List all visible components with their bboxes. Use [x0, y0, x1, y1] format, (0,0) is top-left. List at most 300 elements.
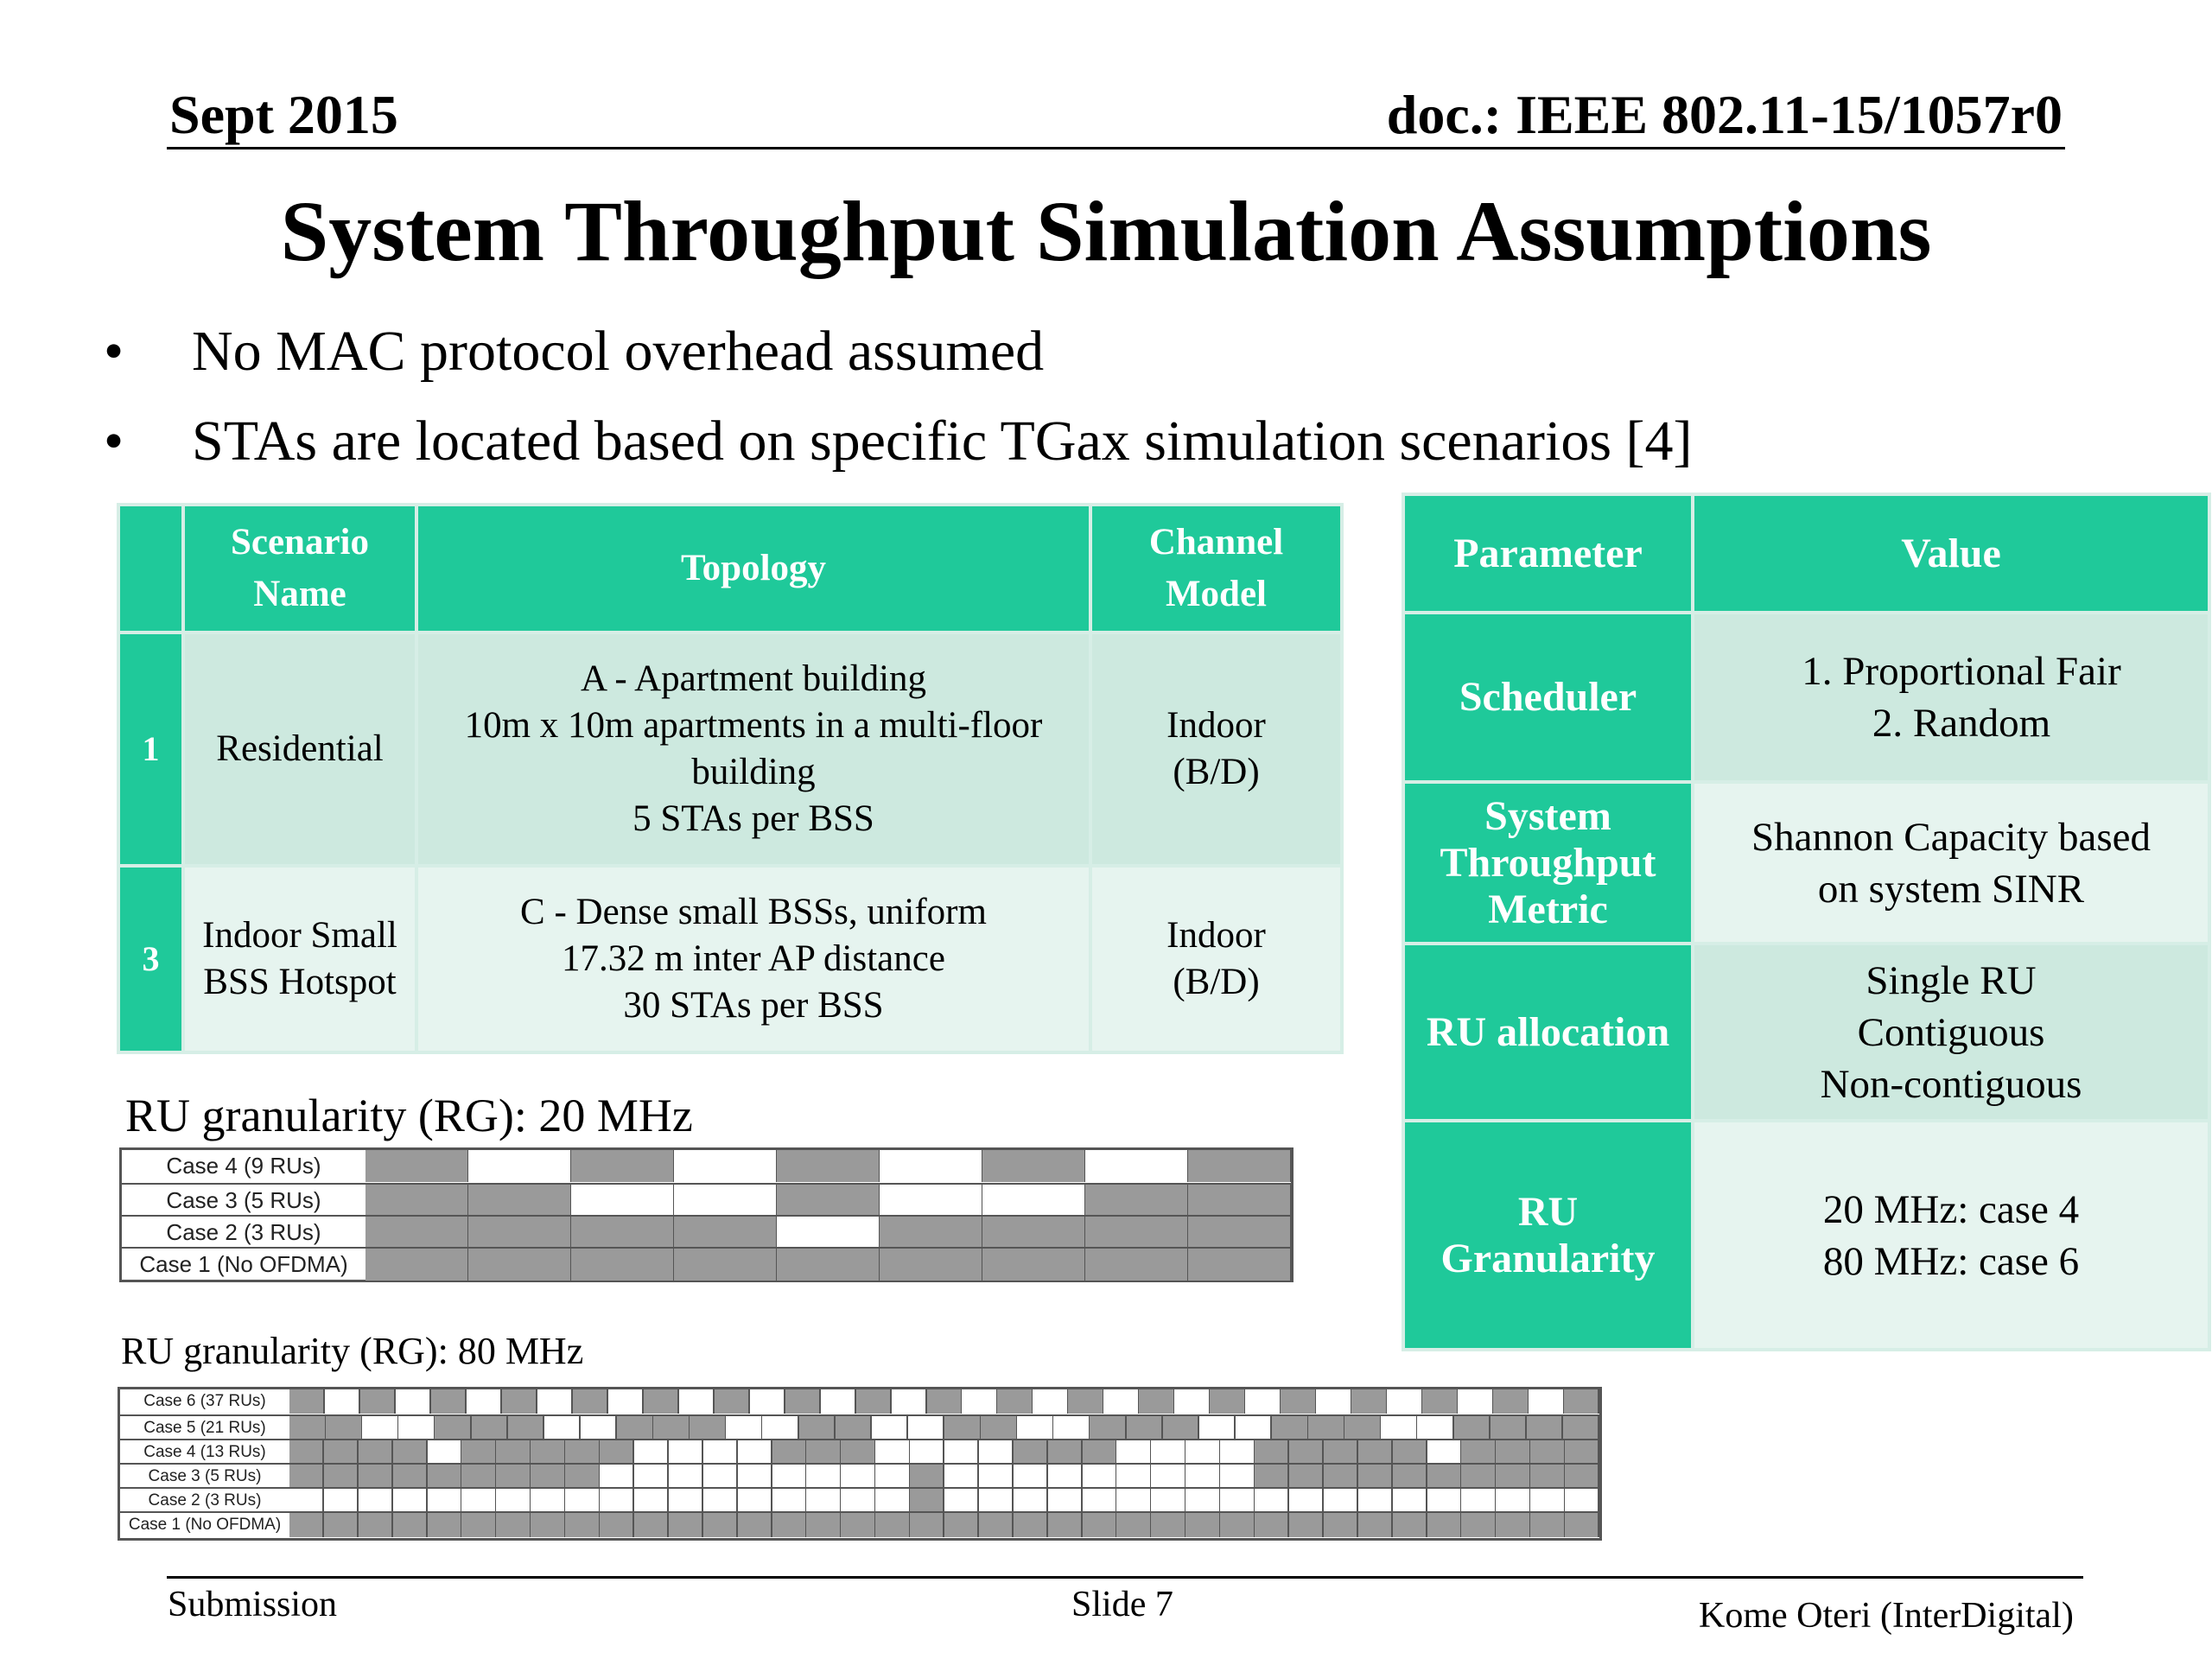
header-topology: Topology: [416, 505, 1090, 632]
ru-block: [982, 1249, 1086, 1281]
ru-block: [1255, 1489, 1289, 1513]
ru-block: [634, 1465, 669, 1489]
ru-block: [1116, 1489, 1151, 1513]
cell-text: building: [691, 751, 816, 792]
header-scenario-name: [183, 505, 416, 632]
cell-text: 1. Proportional Fair: [1802, 649, 2121, 694]
ru-case-label: Case 4 (13 RUs): [120, 1440, 291, 1465]
parameter-table: [1402, 493, 2211, 1351]
ru-block: [398, 1416, 435, 1440]
ru-block: [674, 1150, 778, 1182]
ru-block: [872, 1416, 909, 1440]
ru-block: [1163, 1416, 1200, 1440]
ru-block: [1496, 1489, 1530, 1513]
ru-block: [1289, 1489, 1324, 1513]
ru-block: [772, 1440, 807, 1465]
ru-block: [1289, 1465, 1324, 1489]
table-row: [1403, 1121, 2209, 1350]
ru-block: [785, 1389, 821, 1414]
table-row: [1403, 944, 2209, 1121]
ru-block: [1496, 1513, 1530, 1537]
ru-block: [581, 1416, 618, 1440]
ru-block: [944, 1416, 982, 1440]
cell-text: Indoor: [1166, 914, 1266, 956]
ru-block: [875, 1440, 910, 1465]
cell-text: (B/D): [1173, 961, 1260, 1002]
ru-block: [565, 1465, 600, 1489]
ru-block: [841, 1440, 875, 1465]
ru-block: [1564, 1389, 1599, 1414]
ru-block: [880, 1249, 983, 1281]
ru-block: [777, 1185, 880, 1217]
ru-block: [289, 1440, 324, 1465]
ru-block: [1496, 1440, 1530, 1465]
ru-block: [1529, 1389, 1564, 1414]
ru-block: [979, 1489, 1014, 1513]
ru-block: [1199, 1416, 1236, 1440]
ru-case-label: Case 3 (5 RUs): [122, 1185, 367, 1217]
ru-block: [821, 1389, 856, 1414]
ru-block: [1427, 1513, 1462, 1537]
ru-block: [1427, 1465, 1462, 1489]
bullet-text: No MAC protocol overhead assumed: [192, 320, 1045, 383]
ru-block: [644, 1389, 679, 1414]
ru-block: [679, 1389, 715, 1414]
ru-row: [120, 1511, 1599, 1537]
bullet-icon: •: [104, 320, 124, 383]
ru-block: [841, 1513, 875, 1537]
ru-block: [365, 1249, 469, 1281]
ru-block: [1085, 1185, 1189, 1217]
ru-block: [571, 1249, 675, 1281]
cell-text: 20 MHz: case 4: [1822, 1186, 2080, 1232]
ru-row: [120, 1439, 1599, 1465]
ru-block: [435, 1416, 472, 1440]
ru-block: [565, 1489, 600, 1513]
ru-case-label: Case 2 (3 RUs): [120, 1489, 291, 1513]
ru-block: [537, 1389, 573, 1414]
ru-block: [1281, 1389, 1316, 1414]
ru-block: [496, 1513, 531, 1537]
ru-case-label: Case 1 (No OFDMA): [122, 1249, 367, 1281]
ru-block: [1530, 1465, 1565, 1489]
cell-text: System: [1484, 792, 1611, 839]
scenario-table: [117, 503, 1344, 1054]
ru-block: [428, 1489, 462, 1513]
ru-block: [1174, 1389, 1210, 1414]
ru-block: [910, 1513, 944, 1537]
ru-block: [703, 1440, 738, 1465]
ru-block: [1033, 1389, 1068, 1414]
ru-block: [600, 1440, 634, 1465]
cell-text: Throughput: [1440, 839, 1656, 886]
ru-block: [962, 1389, 997, 1414]
ru-block: [1289, 1513, 1324, 1537]
ru-block: [1308, 1416, 1345, 1440]
ru-block: [1188, 1249, 1292, 1281]
ru-block: [1151, 1513, 1185, 1537]
param-name: [1403, 944, 1693, 1121]
ru-block: [944, 1440, 979, 1465]
cell-text: 17.32 m inter AP distance: [562, 938, 945, 979]
ru-block: [1127, 1416, 1164, 1440]
ru-block: [1185, 1465, 1220, 1489]
ru-block: [875, 1489, 910, 1513]
ru-block: [669, 1489, 703, 1513]
ru-case-label: Case 5 (21 RUs): [120, 1416, 291, 1440]
ru-block: [1351, 1389, 1387, 1414]
param-name: [1403, 1121, 1693, 1350]
cell-text: Granularity: [1440, 1235, 1656, 1281]
table-row: [118, 632, 1342, 865]
ru-block: [360, 1389, 396, 1414]
ru-block: [1393, 1489, 1427, 1513]
ru-block: [908, 1416, 945, 1440]
ru-block: [1245, 1389, 1281, 1414]
ru-block: [981, 1416, 1018, 1440]
ru-block: [1461, 1440, 1496, 1465]
ru-block: [1210, 1389, 1245, 1414]
cell-text: RU: [1517, 1188, 1579, 1235]
ru-block: [531, 1513, 565, 1537]
ru-block: [982, 1150, 1086, 1182]
ru-block: [461, 1440, 496, 1465]
cell-text: Shannon Capacity based: [1751, 814, 2152, 860]
ru-block: [690, 1416, 727, 1440]
ru-case-label: Case 4 (9 RUs): [122, 1150, 367, 1182]
ru-block: [1565, 1465, 1599, 1489]
ru-block: [1358, 1489, 1393, 1513]
ru-block: [1048, 1513, 1083, 1537]
row-index: 1: [118, 632, 183, 865]
ru-block: [892, 1389, 927, 1414]
ru-block: [1116, 1440, 1151, 1465]
ru-block: [1381, 1416, 1418, 1440]
ru-block: [1461, 1465, 1496, 1489]
rg80-title: RU granularity (RG): 80 MHz: [121, 1330, 584, 1372]
ru-block: [324, 1465, 359, 1489]
ru-row: [122, 1247, 1291, 1281]
ru-block: [777, 1249, 880, 1281]
cell-text: Contiguous: [1857, 1009, 2045, 1055]
ru-block: [1565, 1513, 1599, 1537]
ru-block: [1393, 1513, 1427, 1537]
ru-block: [772, 1465, 807, 1489]
ru-block: [703, 1465, 738, 1489]
table-header-row: [1403, 494, 2209, 613]
ru-block: [910, 1440, 944, 1465]
ru-block: [1565, 1489, 1599, 1513]
topology-cell: [416, 632, 1090, 865]
ru-block: [1393, 1465, 1427, 1489]
ru-row: [120, 1389, 1599, 1414]
ru-block: [1427, 1440, 1462, 1465]
ru-block: [1255, 1440, 1289, 1465]
ru-block: [1083, 1465, 1117, 1489]
bullet-text: STAs are located based on specific TGax simulation scenarios [4]: [192, 410, 1693, 473]
ru-block: [674, 1249, 778, 1281]
ru-block: [571, 1217, 675, 1249]
header-value: Value: [1693, 494, 2209, 613]
ru-case-label: Case 3 (5 RUs): [120, 1465, 291, 1489]
ru-block: [1527, 1416, 1564, 1440]
ru-row: [120, 1463, 1599, 1489]
ru-block: [979, 1513, 1014, 1537]
ru-block: [1083, 1440, 1117, 1465]
ru-block: [496, 1465, 531, 1489]
ru-block: [875, 1513, 910, 1537]
cell-text: A - Apartment building: [580, 658, 927, 699]
ru-block: [772, 1513, 807, 1537]
ru-block: [1427, 1489, 1462, 1513]
ru-block: [461, 1465, 496, 1489]
ru-case-label: Case 1 (No OFDMA): [120, 1513, 291, 1537]
ru-block: [531, 1489, 565, 1513]
ru-block: [1358, 1440, 1393, 1465]
ru-block: [289, 1513, 324, 1537]
ru-block: [634, 1489, 669, 1513]
header-channel-model: [1090, 505, 1342, 632]
ru-block: [600, 1489, 634, 1513]
cell-text: 30 STAs per BSS: [623, 984, 884, 1026]
ru-block: [880, 1185, 983, 1217]
ru-block: [1085, 1249, 1189, 1281]
cell-text: Scheduler: [1459, 674, 1637, 720]
header-text: Scenario: [230, 522, 370, 563]
ru-block: [1387, 1389, 1422, 1414]
ru-block: [324, 1440, 359, 1465]
ru-block: [472, 1416, 509, 1440]
ru-block: [1151, 1489, 1185, 1513]
ru-block: [738, 1465, 772, 1489]
ru-block: [841, 1465, 875, 1489]
ru-block: [359, 1513, 393, 1537]
table-header-row: [118, 505, 1342, 632]
ru-block: [393, 1489, 428, 1513]
ru-block: [362, 1416, 399, 1440]
ru-block: [634, 1513, 669, 1537]
param-value: [1693, 944, 2209, 1121]
ru-block: [531, 1465, 565, 1489]
cell-text: (B/D): [1173, 751, 1260, 792]
ru-block: [359, 1440, 393, 1465]
ru-block: [365, 1185, 469, 1217]
header-index-cell: [118, 505, 183, 632]
ru-block: [1255, 1465, 1289, 1489]
param-value: [1693, 782, 2209, 944]
ru-block: [431, 1389, 467, 1414]
ru-block: [1461, 1489, 1496, 1513]
ru-block: [393, 1513, 428, 1537]
channel-model-cell: [1090, 866, 1342, 1052]
header-doc-id: doc.: IEEE 802.11-15/1057r0: [1386, 84, 2063, 145]
topology-cell: [416, 866, 1090, 1052]
ru-block: [777, 1217, 880, 1249]
ru-block: [1220, 1489, 1255, 1513]
ru-block: [617, 1416, 654, 1440]
ru-block: [738, 1489, 772, 1513]
ru-block: [910, 1465, 944, 1489]
ru-block: [1491, 1416, 1528, 1440]
ru-block: [703, 1489, 738, 1513]
ru-block: [836, 1416, 873, 1440]
ru-block: [289, 1489, 324, 1513]
ru-block: [1563, 1416, 1600, 1440]
ru-block: [1014, 1489, 1048, 1513]
ru-block: [669, 1465, 703, 1489]
ru-block: [1422, 1389, 1458, 1414]
ru-block: [841, 1489, 875, 1513]
ru-block: [799, 1416, 836, 1440]
ru-block: [1255, 1513, 1289, 1537]
ru-block: [1220, 1513, 1255, 1537]
ru-block: [1220, 1440, 1255, 1465]
ru-block: [571, 1185, 675, 1217]
cell-text: Indoor: [1166, 704, 1266, 746]
cell-text: on system SINR: [1817, 866, 2085, 912]
rg80-diagram: [118, 1387, 1602, 1541]
ru-block: [428, 1513, 462, 1537]
ru-block: [428, 1465, 462, 1489]
ru-block: [324, 1513, 359, 1537]
row-index: 3: [118, 866, 183, 1052]
ru-block: [880, 1150, 983, 1182]
ru-block: [674, 1185, 778, 1217]
ru-block: [1324, 1513, 1358, 1537]
ru-block: [496, 1440, 531, 1465]
ru-block: [1185, 1489, 1220, 1513]
ru-block: [1068, 1389, 1103, 1414]
ru-block: [393, 1465, 428, 1489]
header-text: Channel: [1148, 522, 1284, 563]
ru-block: [1017, 1416, 1054, 1440]
ru-block: [496, 1489, 531, 1513]
ru-block: [772, 1489, 807, 1513]
ru-row: [122, 1150, 1291, 1182]
ru-block: [944, 1465, 979, 1489]
cell-text: BSS Hotspot: [203, 961, 397, 1002]
ru-block: [1324, 1440, 1358, 1465]
ru-row: [122, 1183, 1291, 1217]
ru-block: [982, 1185, 1086, 1217]
cell-text: C - Dense small BSSs, uniform: [520, 891, 987, 932]
cell-text: Metric: [1488, 886, 1608, 932]
ru-block: [1417, 1416, 1454, 1440]
cell-text: 5 STAs per BSS: [632, 798, 874, 839]
ru-block: [468, 1249, 572, 1281]
header-parameter: Parameter: [1403, 494, 1693, 613]
ru-block: [669, 1440, 703, 1465]
ru-block: [1103, 1389, 1139, 1414]
ru-block: [1530, 1489, 1565, 1513]
ru-block: [944, 1513, 979, 1537]
ru-block: [1048, 1440, 1083, 1465]
ru-block: [703, 1513, 738, 1537]
table-row: [1403, 613, 2209, 782]
ru-block: [461, 1489, 496, 1513]
ru-block: [1090, 1416, 1127, 1440]
ru-block: [634, 1440, 669, 1465]
ru-block: [1458, 1389, 1493, 1414]
slide-title: System Throughput Simulation Assumptions: [280, 183, 1932, 279]
ru-block: [653, 1416, 690, 1440]
ru-block: [1324, 1465, 1358, 1489]
ru-block: [467, 1389, 502, 1414]
ru-block: [1289, 1440, 1324, 1465]
ru-block: [762, 1416, 799, 1440]
ru-block: [600, 1465, 634, 1489]
cell-text: Indoor Small: [202, 914, 397, 956]
ru-block: [880, 1217, 983, 1249]
ru-block: [1151, 1465, 1185, 1489]
footer-rule: [167, 1576, 2083, 1579]
ru-case-label: Case 6 (37 RUs): [120, 1389, 291, 1414]
ru-block: [982, 1217, 1086, 1249]
ru-block: [1151, 1440, 1185, 1465]
ru-block: [910, 1489, 944, 1513]
ru-block: [324, 1489, 359, 1513]
ru-block: [944, 1489, 979, 1513]
cell-text: Single RU: [1866, 957, 2037, 1003]
ru-block: [461, 1513, 496, 1537]
ru-row: [120, 1487, 1599, 1513]
header-date: Sept 2015: [169, 84, 398, 145]
ru-block: [1116, 1513, 1151, 1537]
ru-block: [1272, 1416, 1309, 1440]
rg20-diagram: [119, 1147, 1294, 1282]
ru-block: [674, 1217, 778, 1249]
ru-block: [468, 1150, 572, 1182]
ru-block: [544, 1416, 582, 1440]
ru-row: [120, 1414, 1599, 1440]
ru-block: [1085, 1217, 1189, 1249]
ru-block: [428, 1440, 462, 1465]
ru-block: [1358, 1465, 1393, 1489]
ru-block: [1083, 1513, 1117, 1537]
ru-block: [856, 1389, 892, 1414]
cell-text: 2. Random: [1872, 701, 2051, 746]
ru-block: [359, 1489, 393, 1513]
rg20-title: RU granularity (RG): 20 MHz: [125, 1090, 693, 1141]
ru-block: [806, 1489, 841, 1513]
param-value: [1693, 1121, 2209, 1350]
ru-block: [365, 1217, 469, 1249]
cell-text: 10m x 10m apartments in a multi-floor: [464, 704, 1043, 746]
ru-block: [1048, 1465, 1083, 1489]
ru-block: [468, 1217, 572, 1249]
ru-block: [1530, 1440, 1565, 1465]
ru-block: [979, 1465, 1014, 1489]
ru-block: [1530, 1513, 1565, 1537]
ru-block: [393, 1440, 428, 1465]
ru-block: [289, 1416, 327, 1440]
ru-block: [1085, 1150, 1189, 1182]
ru-block: [1048, 1489, 1083, 1513]
ru-block: [726, 1416, 763, 1440]
ru-block: [669, 1513, 703, 1537]
ru-block: [359, 1465, 393, 1489]
header-rule: [167, 147, 2065, 149]
ru-row: [122, 1215, 1291, 1249]
ru-block: [1185, 1440, 1220, 1465]
ru-block: [777, 1150, 880, 1182]
ru-block: [325, 1389, 360, 1414]
ru-block: [927, 1389, 963, 1414]
ru-block: [1188, 1150, 1292, 1182]
cell-text: Non-contiguous: [1820, 1061, 2082, 1107]
ru-block: [468, 1185, 572, 1217]
table-row: [118, 866, 1342, 1052]
